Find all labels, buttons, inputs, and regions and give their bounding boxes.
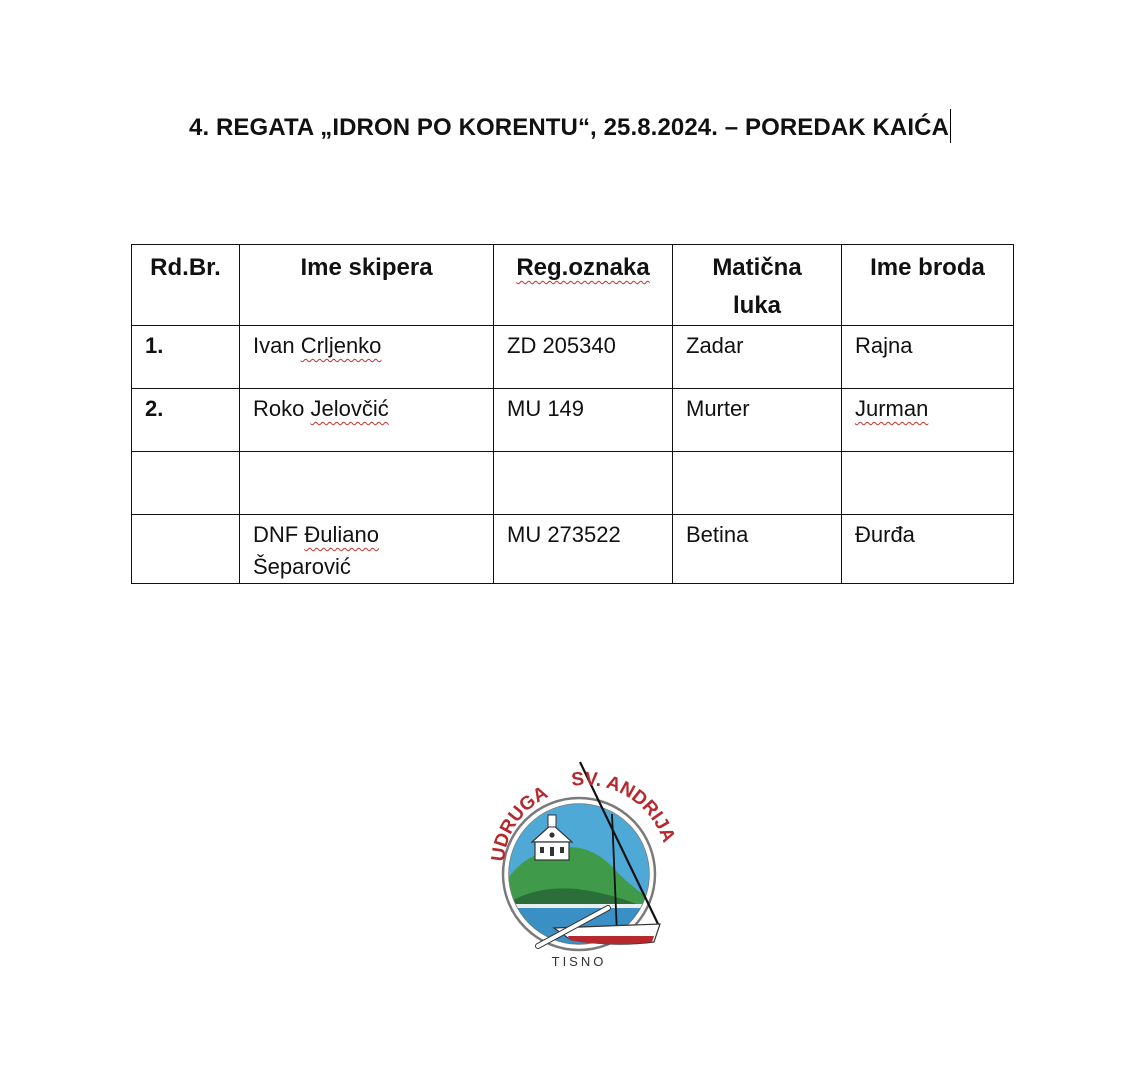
udruga-sv-andrija-logo bbox=[484, 756, 684, 971]
cell-skipper: Ivan Crljenko bbox=[240, 326, 494, 389]
cell-boat-name bbox=[842, 452, 1014, 515]
cell-home-port: Murter bbox=[673, 389, 842, 452]
logo-emblem bbox=[484, 756, 684, 971]
cell-rank bbox=[132, 452, 240, 515]
header-registration: Reg.oznaka bbox=[494, 245, 673, 326]
header-boat-name: Ime broda bbox=[842, 245, 1014, 326]
cell-registration: ZD 205340 bbox=[494, 326, 673, 389]
cell-registration: MU 149 bbox=[494, 389, 673, 452]
cell-registration: MU 273522 bbox=[494, 515, 673, 584]
cell-skipper: DNF Đuliano Šeparović bbox=[240, 515, 494, 584]
header-rank: Rd.Br. bbox=[132, 245, 240, 326]
cell-boat-name: Rajna bbox=[842, 326, 1014, 389]
results-table bbox=[131, 244, 1014, 584]
table-row bbox=[132, 389, 1014, 452]
cell-skipper bbox=[240, 452, 494, 515]
cell-boat-name: Jurman bbox=[842, 389, 1014, 452]
cell-rank: 2. bbox=[132, 389, 240, 452]
cell-boat-name: Đurđa bbox=[842, 515, 1014, 584]
table-row bbox=[132, 515, 1014, 584]
logo-text-udruga: UDRUGA bbox=[487, 782, 552, 863]
header-home-port: Matična luka bbox=[673, 245, 842, 326]
table-header-row bbox=[132, 245, 1014, 326]
table-row bbox=[132, 326, 1014, 389]
cell-skipper: Roko Jelovčić bbox=[240, 389, 494, 452]
cell-rank: 1. bbox=[132, 326, 240, 389]
document-title: 4. REGATA „IDRON PO KORENTU“, 25.8.2024. – POREDAK KAIĆA bbox=[0, 109, 1140, 143]
cell-home-port: Betina bbox=[673, 515, 842, 584]
cell-home-port: Zadar bbox=[673, 326, 842, 389]
logo-text-tisno: TISNO bbox=[551, 954, 607, 969]
cell-rank bbox=[132, 515, 240, 584]
header-skipper: Ime skipera bbox=[240, 245, 494, 326]
logo-text-sv-andrija: SV. ANDRIJA bbox=[570, 768, 679, 846]
cell-registration bbox=[494, 452, 673, 515]
cell-home-port bbox=[673, 452, 842, 515]
table-row bbox=[132, 452, 1014, 515]
text-cursor bbox=[950, 109, 951, 143]
